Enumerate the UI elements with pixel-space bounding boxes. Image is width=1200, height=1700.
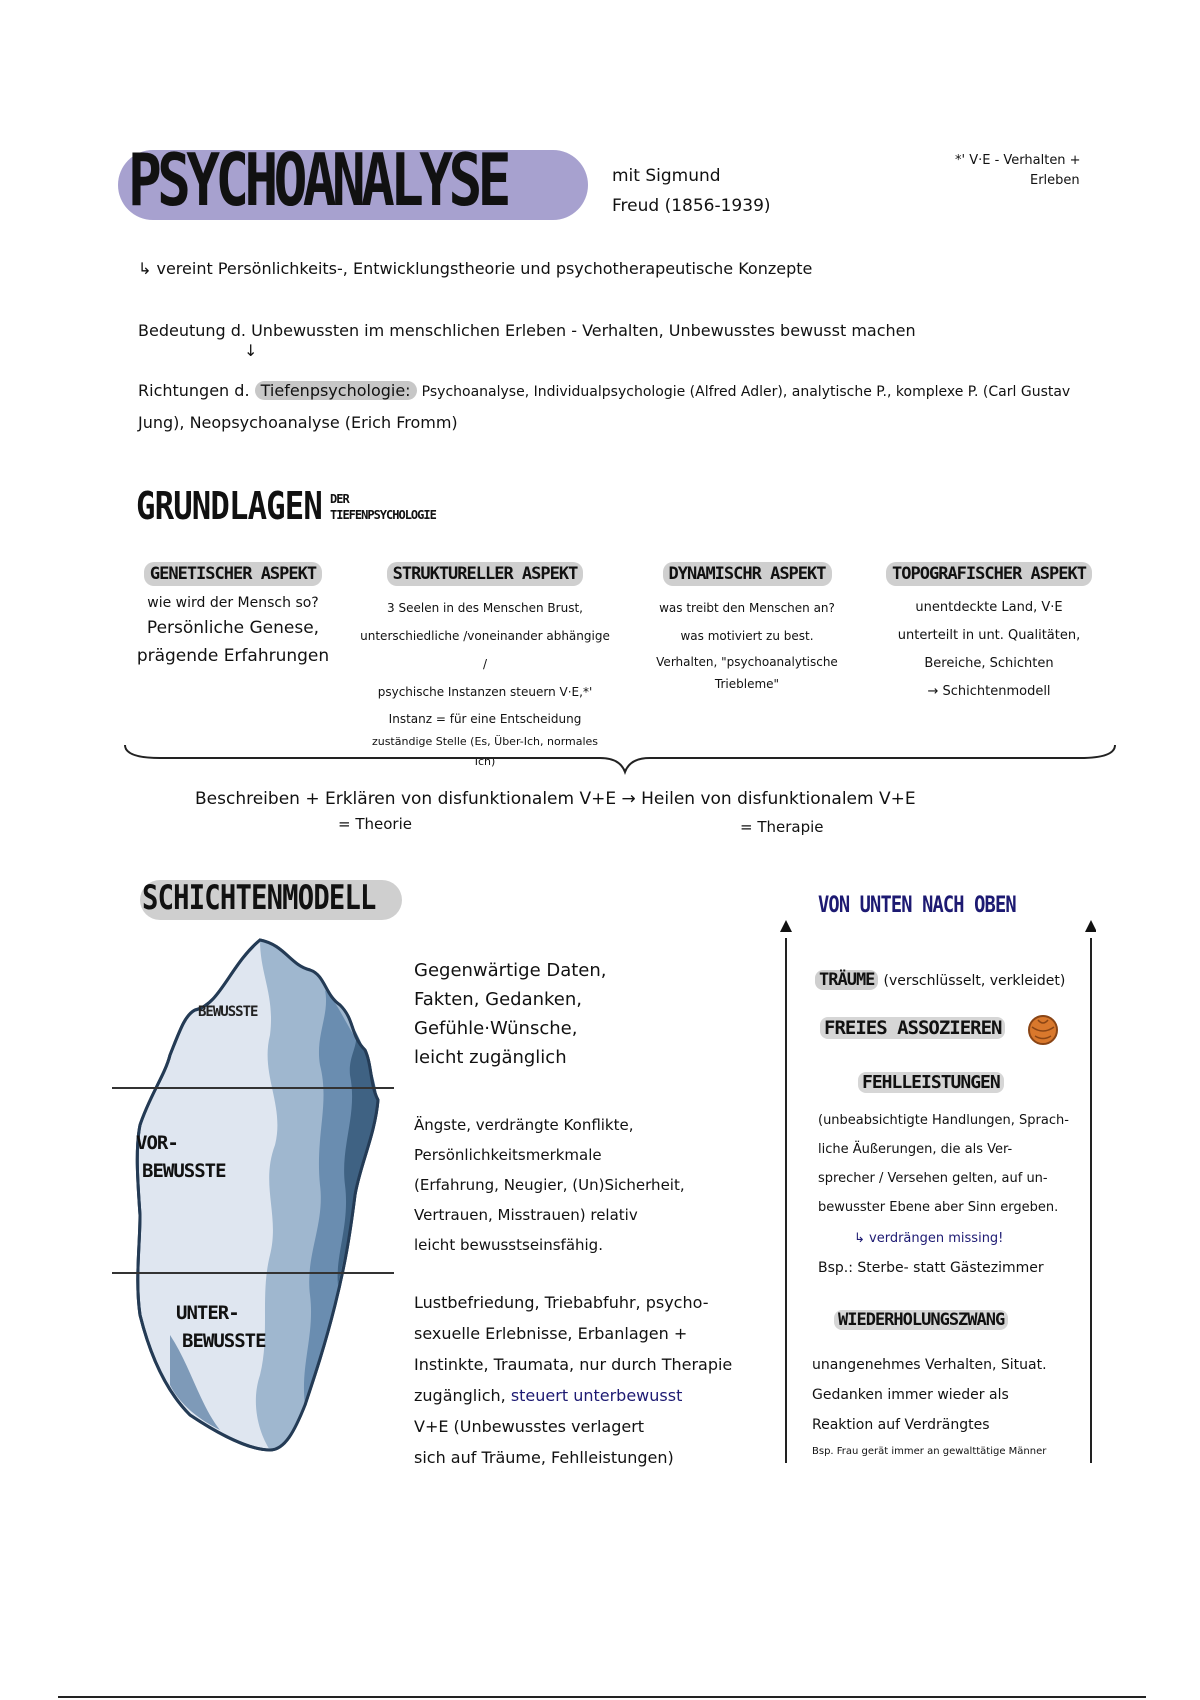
desc-line: leicht bewusstseinsfähig.	[414, 1236, 603, 1254]
right-column-heading: VON UNTEN NACH OBEN	[818, 893, 1016, 918]
intro-line-3-prefix: Richtungen d.	[138, 381, 250, 400]
desc-line: V+E (Unbewusstes verlagert	[414, 1417, 645, 1436]
beispiel-2: Bsp. Frau gerät immer an gewalttätige Männer	[812, 1446, 1047, 1457]
desc-line: Lustbefriedung, Triebabfuhr, psycho-	[414, 1293, 709, 1312]
desc-line: Gegenwärtige Daten,	[414, 960, 607, 981]
corner-note-line-2: Erleben	[1030, 173, 1080, 188]
desc-line: Instinkte, Traumata, nur durch Therapie	[414, 1355, 733, 1374]
iceberg-label-vor-bewusste: BEWUSSTE	[142, 1160, 226, 1182]
waterline-upper	[112, 1087, 394, 1089]
summary-line: Beschreiben + Erklären von disfunktionalem V+E → Heilen von disfunktionalem V+E	[195, 789, 916, 809]
iceberg-label-unter: UNTER-	[176, 1302, 239, 1324]
desc-line: Vertrauen, Misstrauen) relativ	[414, 1206, 638, 1224]
desc-line: bewusster Ebene aber Sinn ergeben.	[818, 1200, 1059, 1215]
aspect-line: wie wird der Mensch so?	[147, 595, 319, 611]
schichtenmodell-heading: SCHICHTENMODELL	[142, 878, 376, 918]
aspect-line: 3 Seelen in des Menschen Brust,	[387, 601, 583, 615]
aspect-title: STRUKTURELLER ASPEKT	[387, 562, 584, 586]
desc-line: Gedanken immer wieder als	[812, 1387, 1009, 1403]
aspect-line: psychische Instanzen steuern V·E,*'	[377, 685, 593, 699]
aspect-line: → Schichtenmodell	[927, 684, 1051, 699]
iceberg-label-bewusste: BEWUSSTE	[198, 1004, 258, 1020]
aspect-title: TOPOGRAFISCHER ASPEKT	[886, 562, 1092, 586]
vorbewusste-description	[414, 1110, 774, 1260]
desc-line: Reaktion auf Verdrängtes	[812, 1417, 990, 1433]
desc-line: Ängste, verdrängte Konflikte,	[414, 1116, 634, 1134]
aspect-genetisch	[128, 562, 338, 670]
wiederholungszwang-description	[812, 1350, 1102, 1440]
desc-line: sich auf Träume, Fehlleistungen)	[414, 1448, 674, 1467]
beispiel-1: Bsp.: Sterbe- statt Gästezimmer	[818, 1260, 1044, 1276]
intro-arrow: ↓	[244, 341, 258, 360]
desc-line: (unbeabsichtigte Handlungen, Sprach-	[818, 1113, 1069, 1128]
grundlagen-heading: GRUNDLAGEN	[136, 484, 322, 528]
summary-theory: = Theorie	[338, 815, 412, 833]
waterline-lower	[112, 1272, 394, 1274]
intro-line-1: ↳ vereint Persönlichkeits-, Entwicklungstheorie und psychotherapeutische Konzepte	[138, 259, 813, 278]
aspect-line: Instanz = für eine Entscheidung	[388, 712, 582, 726]
aspect-line: was treibt den Menschen an?	[659, 601, 835, 615]
tiefenpsychologie-highlight: Tiefenpsychologie:	[255, 381, 417, 400]
intro-line-3-rest: Psychoanalyse, Individualpsychologie (Alfred Adler), analytische P., komplexe P. (Carl Gustav	[421, 384, 1071, 400]
verdraengen-note: ↳ verdrängen missing!	[854, 1231, 1004, 1246]
desc-line: sexuelle Erlebnisse, Erbanlagen +	[414, 1324, 688, 1343]
intro-line-2: Bedeutung d. Unbewussten im menschlichen Erleben - Verhalten, Unbewusstes bewusst machen	[138, 321, 916, 340]
pendulum-ball-icon	[1026, 1013, 1060, 1047]
aspect-title: GENETISCHER ASPEKT	[144, 562, 322, 586]
unterbewusste-description	[414, 1287, 774, 1473]
desc-line: leicht zugänglich	[414, 1047, 567, 1068]
subtitle-line-2: Freud (1856-1939)	[612, 196, 771, 216]
aspect-line: Persönliche Genese,	[146, 618, 320, 638]
desc-fragment: zugänglich,	[414, 1386, 506, 1405]
corner-note-line-1: *' V·E - Verhalten +	[955, 153, 1081, 168]
page-bottom-line	[58, 1696, 1146, 1698]
aspect-line: zuständige Stelle (Es, Über-Ich, normales Ich)	[371, 735, 599, 768]
fehlleistungen-description	[818, 1106, 1098, 1222]
aspect-title: DYNAMISCHR ASPEKT	[663, 562, 832, 586]
traeume-note: (verschlüsselt, verkleidet)	[883, 973, 1066, 989]
desc-line: liche Äußerungen, die als Ver-	[818, 1142, 1013, 1157]
fehlleistungen-title: FEHLLEISTUNGEN	[858, 1072, 1004, 1093]
desc-line: Gefühle·Wünsche,	[414, 1018, 578, 1039]
curly-brace	[120, 740, 1120, 780]
iceberg-label-unter-bewusste: BEWUSSTE	[182, 1330, 266, 1352]
grundlagen-sub-2: TIEFENPSYCHOLOGIE	[330, 508, 436, 522]
aspect-dynamisch	[632, 562, 862, 694]
aspect-line: unentdeckte Land, V·E	[915, 600, 1063, 615]
aspect-topografisch	[874, 562, 1104, 706]
aspect-line: Triebleme"	[714, 677, 780, 691]
intro-line-3	[138, 380, 1158, 403]
aspect-line: prägende Erfahrungen	[136, 646, 330, 666]
aspect-line: Bereiche, Schichten	[924, 656, 1054, 671]
subtitle-line-1: mit Sigmund	[612, 166, 721, 186]
aspect-line: Verhalten, "psychoanalytische	[656, 655, 838, 669]
page-title: PSYCHOANALYSE	[128, 138, 507, 222]
bewusste-description	[414, 956, 754, 1072]
traeume-title: TRÄUME	[815, 970, 878, 990]
aspect-line: unterschiedliche /voneinander abhängige /	[360, 629, 610, 671]
freies-assoziieren: FREIES ASSOZIEREN	[820, 1017, 1005, 1039]
traeume-row	[815, 970, 1065, 990]
intro-line-4: Jung), Neopsychoanalyse (Erich Fromm)	[138, 413, 458, 432]
summary-therapy: = Therapie	[740, 818, 824, 836]
desc-line: sprecher / Versehen gelten, auf un-	[818, 1171, 1048, 1186]
desc-line-with-highlight	[414, 1380, 774, 1411]
grundlagen-sub-1: DER	[330, 492, 349, 506]
wiederholungszwang-title: WIEDERHOLUNGSZWANG	[834, 1310, 1008, 1330]
iceberg-label-vor: VOR-	[136, 1132, 178, 1154]
steuert-unterbewusst-highlight: steuert unterbewusst	[510, 1386, 683, 1405]
aspect-line: was motiviert zu best.	[680, 629, 814, 643]
desc-line: Persönlichkeitsmerkmale	[414, 1146, 602, 1164]
desc-line: unangenehmes Verhalten, Situat.	[812, 1357, 1047, 1373]
desc-line: (Erfahrung, Neugier, (Un)Sicherheit,	[414, 1176, 685, 1194]
aspect-line: unterteilt in unt. Qualitäten,	[897, 628, 1081, 643]
desc-line: Fakten, Gedanken,	[414, 989, 583, 1010]
